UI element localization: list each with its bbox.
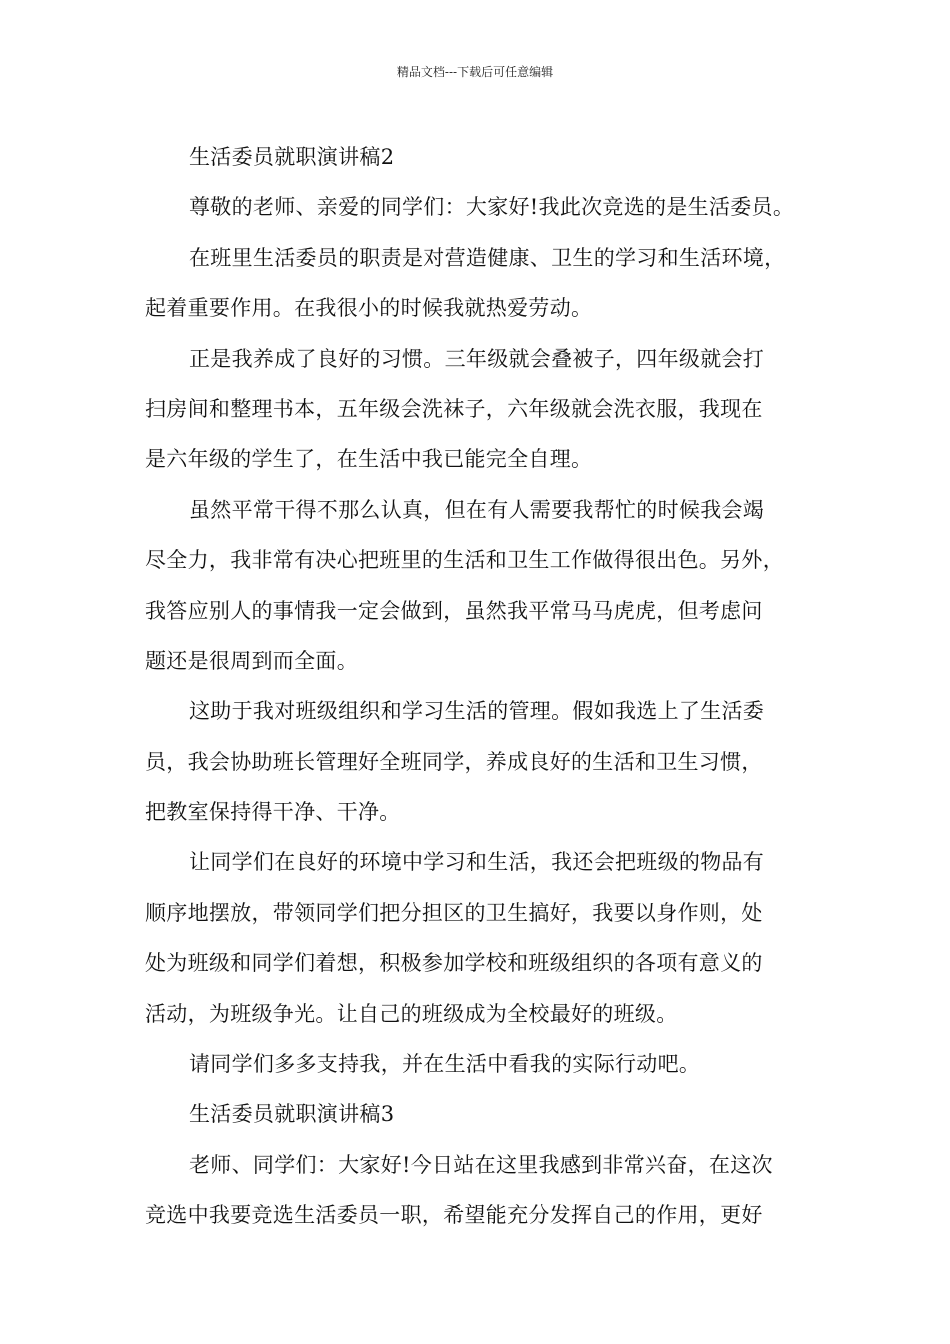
text-line: 处为班级和同学们着想，积极参加学校和班级组织的各项有意义的 bbox=[145, 951, 763, 976]
text-line: 活动，为班级争光。让自己的班级成为全校最好的班级。 bbox=[145, 1001, 678, 1026]
text-line: 扫房间和整理书本，五年级会洗袜子，六年级就会洗衣服，我现在 bbox=[145, 396, 763, 421]
text-line: 员，我会协助班长管理好全班同学，养成良好的生活和卫生习惯， bbox=[145, 749, 763, 774]
text-line: 正是我养成了良好的习惯。三年级就会叠被子，四年级就会打 bbox=[189, 346, 765, 371]
text-line: 在班里生活委员的职责是对营造健康、卫生的学习和生活环境， bbox=[189, 245, 786, 270]
text-line: 题还是很周到而全面。 bbox=[145, 648, 358, 673]
page-header: 精品文档---下载后可任意编辑 bbox=[396, 65, 554, 79]
text-line: 老师、同学们：大家好!今日站在这里我感到非常兴奋，在这次 bbox=[189, 1152, 773, 1177]
text-line: 这助于我对班级组织和学习生活的管理。假如我选上了生活委 bbox=[189, 699, 765, 724]
text-line: 生活委员就职演讲稿3 bbox=[189, 1102, 395, 1127]
text-line: 是六年级的学生了，在生活中我已能完全自理。 bbox=[145, 447, 593, 472]
text-line: 顺序地摆放，带领同学们把分担区的卫生搞好，我要以身作则，处 bbox=[145, 900, 763, 925]
text-line: 起着重要作用。在我很小的时候我就热爱劳动。 bbox=[145, 296, 593, 321]
text-line: 竞选中我要竞选生活委员一职，希望能充分发挥自己的作用，更好 bbox=[145, 1203, 763, 1228]
text-line: 尽全力，我非常有决心把班里的生活和卫生工作做得很出色。另外， bbox=[145, 548, 784, 573]
text-line: 请同学们多多支持我，并在生活中看我的实际行动吧。 bbox=[189, 1052, 701, 1077]
text-line: 虽然平常干得不那么认真，但在有人需要我帮忙的时候我会竭 bbox=[189, 497, 765, 522]
document-body bbox=[145, 132, 835, 1241]
text-line: 把教室保持得干净、干净。 bbox=[145, 800, 401, 825]
text-line: 我答应别人的事情我一定会做到，虽然我平常马马虎虎，但考虑问 bbox=[145, 598, 763, 623]
text-line: 让同学们在良好的环境中学习和生活，我还会把班级的物品有 bbox=[189, 850, 765, 875]
text-line: 生活委员就职演讲稿2 bbox=[189, 145, 395, 169]
text-line: 尊敬的老师、亲爱的同学们：大家好!我此次竞选的是生活委员。 bbox=[189, 195, 795, 220]
